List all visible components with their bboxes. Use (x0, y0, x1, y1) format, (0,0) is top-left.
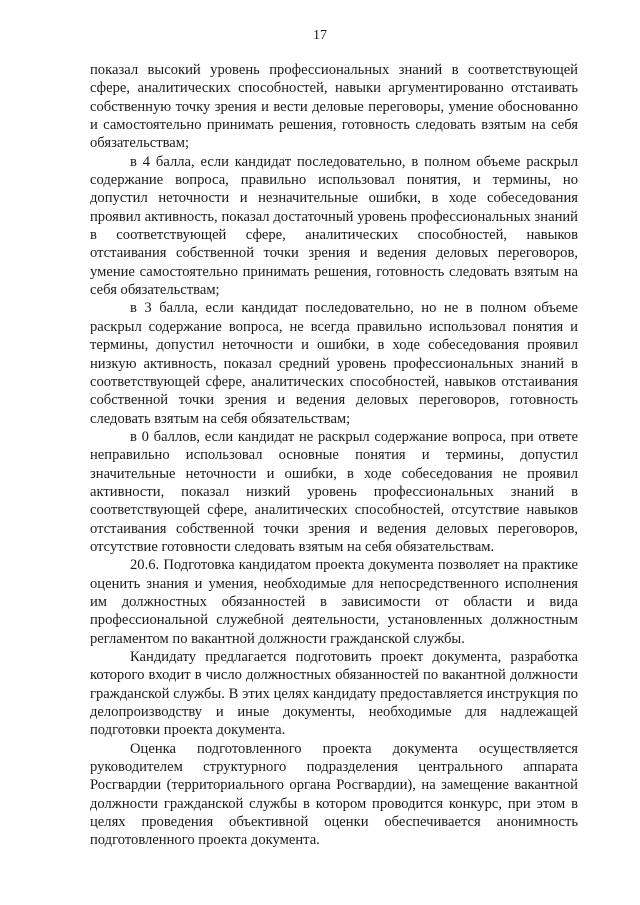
paragraph-criteria-0-points: в 0 баллов, если кандидат не раскрыл содержание вопроса, при ответе неправильно использовал основные понятия и термины, допустил значительные неточности и ошибки, в ходе собеседования не проявил активности, показал низкий уровень профессиональных знаний в соответствующей сфере, аналитических способностей, отсутствие навыков отстаивания собственной точки зрения и ведения деловых переговоров, отсутствие готовности следовать взятым на себя обязательствам. (90, 428, 578, 555)
document-body (90, 61, 578, 850)
paragraph-criteria-5-continuation: показал высокий уровень профессиональных знаний в соответствующей сфере, аналитических способностей, навыки аргументированно отстаивать собственную точку зрения и вести деловые переговоры, умение обоснованно и самостоятельно принимать решения, готовность следовать взятым на себя обязательствам; (90, 62, 578, 152)
paragraph-20-6-document-preparation: 20.6. Подготовка кандидатом проекта документа позволяет на практике оценить знания и умения, необходимые для непосредственного исполнения им должностных обязанностей в зависимости от области и вида профессиональной служебной деятельности, установленных должностным регламентом по вакантной должности гражданской службы. (90, 557, 578, 647)
paragraph-criteria-4-points: в 4 балла, если кандидат последовательно, в полном объеме раскрыл содержание вопроса, правильно использовал понятия, и термины, но допустил неточности и незначительные ошибки, в ходе собеседования проявил активность, показал достаточный уровень профессиональных знаний в соответствующей сфере, аналитических способностей, навыков отстаивания собственной точки зрения и ведения деловых переговоров, умение самостоятельно принимать решения, готовность следовать взятым на себя обязательствам; (90, 153, 578, 299)
page-number: 17 (313, 28, 327, 43)
paragraph-document-evaluation: Оценка подготовленного проекта документа осуществляется руководителем структурного подразделения центрального аппарата Росгвардии (территориального органа Росгвардии), на замещение вакантной должности гражданской службы в котором проводится конкурс, при этом в целях проведения объективной оценки обеспечивается анонимность подготовленного проекта документа. (90, 740, 578, 849)
paragraph-candidate-assignment: Кандидату предлагается подготовить проект документа, разработка которого входит в число должностных обязанностей по вакантной должности гражданской службы. В этих целях кандидату предоставляется инструкция по делопроизводству и иные документы, необходимые для надлежащей подготовки проекта документа. (90, 649, 578, 739)
paragraph-criteria-3-points: в 3 балла, если кандидат последовательно, но не в полном объеме раскрыл содержание вопроса, не всегда правильно использовал понятия и термины, допустил неточности и ошибки, в ходе собеседования проявил низкую активность, показал средний уровень профессиональных знаний в соответствующей сфере, аналитических способностей, навыков отстаивания собственной точки зрения и ведения деловых переговоров, готовность следовать взятым на себя обязательствам; (90, 300, 578, 427)
